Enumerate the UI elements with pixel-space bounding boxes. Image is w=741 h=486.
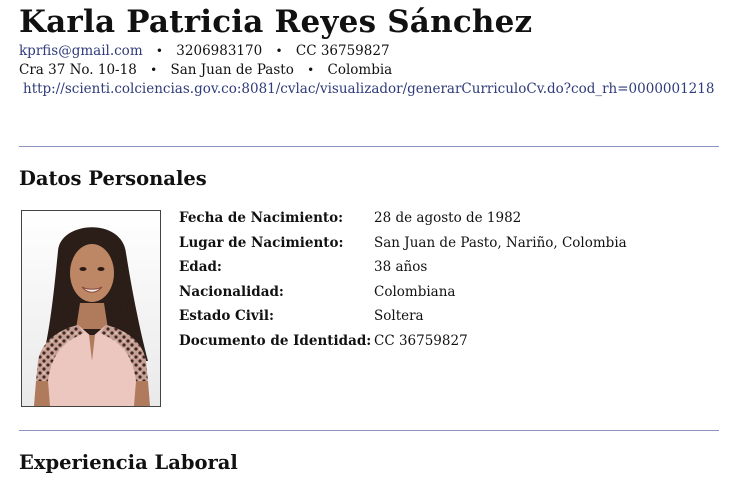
detail-value: 28 de agosto de 1982 [374,210,522,227]
detail-row [179,231,627,256]
detail-value: Soltera [374,308,424,325]
person-name: Karla Patricia Reyes Sánchez [19,4,533,40]
section-divider [19,146,719,147]
section-title-personal: Datos Personales [19,167,207,190]
bullet-separator: • [307,63,315,77]
detail-value: Colombiana [374,283,456,300]
detail-row [179,255,627,280]
bullet-separator: • [155,44,163,58]
id-document: CC 36759827 [295,43,390,59]
contact-line-2 [19,62,392,78]
contact-line-1 [19,43,390,59]
contact-line-3 [23,81,714,97]
detail-value: CC 36759827 [374,332,468,349]
bullet-separator: • [275,44,283,58]
section-divider [19,430,719,431]
bullet-separator: • [150,63,158,77]
section-title-experience: Experiencia Laboral [19,451,238,474]
detail-value: San Juan de Pasto, Nariño, Colombia [374,234,627,251]
country: Colombia [327,62,393,78]
street-address: Cra 37 No. 10-18 [19,62,137,78]
detail-value: 38 años [374,259,428,276]
profile-photo [21,210,161,407]
email-link[interactable]: kprfis@gmail.com [19,43,143,59]
personal-details-table [179,206,627,353]
detail-label: Nacionalidad: [179,283,284,300]
detail-row [179,280,627,305]
cvlac-profile-link[interactable]: http://scienti.colciencias.gov.co:8081/cvlac/visualizador/generarCurriculoCv.do?cod_rh=0000001218 [23,81,715,97]
detail-label: Estado Civil: [179,308,274,325]
detail-label: Lugar de Nacimiento: [179,234,344,251]
phone-number: 3206983170 [176,43,263,59]
city: San Juan de Pasto [170,62,294,78]
detail-row [179,304,627,329]
detail-label: Documento de Identidad: [179,332,372,349]
detail-label: Fecha de Nacimiento: [179,210,344,227]
detail-row [179,329,627,354]
portrait-illustration [22,211,160,406]
detail-label: Edad: [179,259,222,276]
detail-row [179,206,627,231]
